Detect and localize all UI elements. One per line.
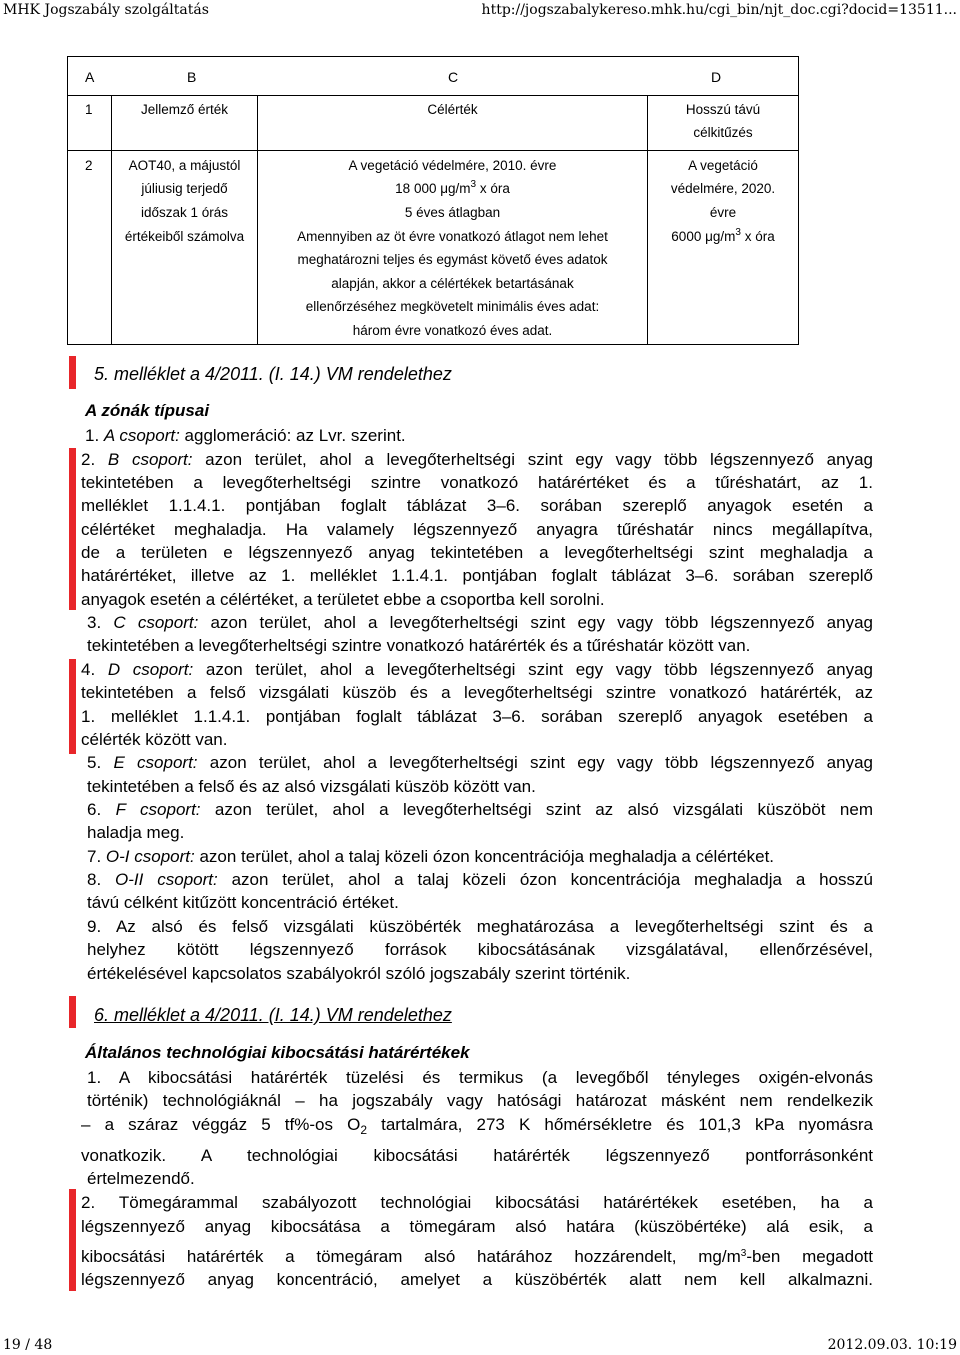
row2-col-c-8: három évre vonatkozó éves adat. xyxy=(352,323,553,338)
row2-col-d-4: 6000 $\mu g/m^3$ x óra xyxy=(671,227,775,244)
row2-col-b-4: értékeiből számolva xyxy=(124,229,245,244)
table-col-b: B xyxy=(187,69,197,85)
change-bar xyxy=(69,1189,76,1291)
header-url: http://jogszabalykereso.mhk.hu/cgi_bin/njt_doc.cgi?docid=13511... xyxy=(481,2,957,18)
row1-col-d-1: Hosszú távú xyxy=(685,102,761,117)
row1-col-c: Célérték xyxy=(427,102,478,117)
paragraph-2-line: légszennyező anyag kibocsátása a tömegáram alsó határa (küszöbértéke) alá esik, a xyxy=(81,1217,873,1236)
zone-b-line: anyagok esetén a célértéket, a területet ebbe a csoportba kell sorolni. xyxy=(81,590,605,609)
change-bar xyxy=(69,659,76,754)
annex-5-subtitle: A zónák típusai xyxy=(85,401,210,420)
row2-col-c-2: 18 000 $\mu g/m^3$ x óra xyxy=(395,179,510,196)
paragraph-1-line: 1. A kibocsátási határérték tüzelési és termikus (a levegőből tényleges oxigén-elvonás xyxy=(87,1068,873,1087)
row2-num: 2 xyxy=(85,158,93,173)
annex-6-subtitle: Általános technológiai kibocsátási határértékek xyxy=(85,1043,470,1062)
row2-col-c-3: 5 éves átlagban xyxy=(404,205,501,220)
zone-b-line: de a területen e légszennyező anyag tekintetében a levegőterheltségi szint meghaladja a xyxy=(81,543,873,562)
zone-o2-line: távú célként kitűzött koncentráció értéket. xyxy=(87,893,399,912)
target-value-table xyxy=(67,56,799,345)
table-col-a: A xyxy=(85,69,95,85)
zone-e-line: tekintetében a felső és az alsó vizsgálati küszöb között van. xyxy=(87,777,536,796)
paragraph-9-line: 9. Az alsó és felső vizsgálati küszöbérték meghatározása a levegőterheltségi szint és a xyxy=(87,917,873,936)
zone-f-line: 6. F csoport: azon terület, ahol a levegőterheltségi szint az alsó vizsgálati küszöböt nem xyxy=(87,800,873,819)
row2-col-c-1: A vegetáció védelmére, 2010. évre xyxy=(348,158,557,173)
row2-col-d-2: védelmére, 2020. xyxy=(670,181,776,196)
zone-b-line: tekintetében a levegőterheltségi szintre vonatkozó határértéket és a tűréshatárt, az 1. xyxy=(81,473,873,492)
paragraph-1-line: – a száraz véggáz 5 tf%-os $O_2$ tartalmára, 273 K hőmérsékletre és 101,3 kPa nyomásra xyxy=(81,1115,873,1137)
header-site-name: MHK Jogszabály szolgáltatás xyxy=(3,2,209,18)
row2-col-d-1: A vegetáció xyxy=(688,158,758,173)
zone-b-line: határértéket, illetve az 1. melléklet 1.1.4.1. pontjában foglalt táblázat 3–6. sorában szereplő xyxy=(81,566,873,585)
zone-b-line: 2. B csoport: azon terület, ahol a levegőterheltségi szint egy vagy több légszennyező anyag xyxy=(81,450,873,469)
change-bar xyxy=(69,448,76,610)
browser-print-header xyxy=(0,0,960,20)
paragraph-2-line: kibocsátási határérték a tömegáram alsó határához hozzárendelt, $mg/m^3$-ben megadott xyxy=(81,1247,873,1266)
annex-6-title: 6. melléklet a 4/2011. (I. 14.) VM rendelethez xyxy=(94,1005,452,1025)
paragraph-2-line: légszennyező anyag koncentráció, amelyet a küszöbérték alatt nem kell alkalmazni. xyxy=(81,1270,873,1289)
row1-col-b: Jellemző érték xyxy=(140,102,229,117)
zone-b-line: célértéket meghaladja. Ha valamely légszennyező anyagra tűréshatár nincs megállapítva, xyxy=(81,520,873,539)
paragraph-9-line: helyhez kötött légszennyező források kibocsátásának vizsgálatával, ellenőrzésével, xyxy=(87,940,873,959)
row2-col-b-3: időszak 1 órás xyxy=(140,205,229,220)
row2-col-c-6: alapján, akkor a célértékek betartásának xyxy=(331,276,574,291)
zone-o2-line: 8. O-II csoport: azon terület, ahol a talaj közeli ózon koncentrációja meghaladja a hosszú xyxy=(87,870,873,889)
browser-print-footer xyxy=(0,1335,960,1355)
zone-d-line: célérték között van. xyxy=(81,730,228,749)
print-timestamp: 2012.09.03. 10:19 xyxy=(827,1337,957,1353)
zone-f-line: haladja meg. xyxy=(87,823,185,842)
zone-d-line: tekintetében a felső vizsgálati küszöb és a levegőterheltségi szintre vonatkozó határérték, az xyxy=(81,683,873,702)
row1-num: 1 xyxy=(85,102,93,117)
row2-col-c-7: ellenőrzéséhez megkövetelt minimális éves adat: xyxy=(305,299,600,314)
paragraph-2-line: 2. Tömegárammal szabályozott technológiai kibocsátási határértékek esetében, ha a xyxy=(81,1193,873,1212)
table-col-c: C xyxy=(448,69,459,85)
zone-d-line: 1. melléklet 1.1.4.1. pontjában foglalt táblázat 3–6. sorában szereplő anyagok esetében a xyxy=(81,707,873,726)
zone-d-line: 4. D csoport: azon terület, ahol a levegőterheltségi szint egy vagy több légszennyező anyag xyxy=(81,660,873,679)
paragraph-1-line: történik) technológiáknál – ha jogszabály vagy hatósági határozat másként nem rendelkezik xyxy=(87,1091,873,1110)
change-bar xyxy=(69,996,76,1028)
row2-col-b-1: AOT40, a májustól xyxy=(128,158,241,173)
zone-e-line: 5. E csoport: azon terület, ahol a levegőterheltségi szint egy vagy több légszennyező anyag xyxy=(87,753,873,772)
zone-b-line: melléklet 1.1.4.1. pontjában foglalt táblázat 3–6. sorában szereplő anyagok esetén a xyxy=(81,496,873,515)
row1-col-d-2: célkitűzés xyxy=(693,125,753,140)
row2-col-b-2: júliusig terjedő xyxy=(141,181,228,196)
zone-o1-line: 7. O-I csoport: azon terület, ahol a talaj közeli ózon koncentrációja meghaladja a célértéket. xyxy=(87,847,775,866)
change-bar xyxy=(69,356,76,389)
table-col-d: D xyxy=(711,69,722,85)
row2-col-d-3: évre xyxy=(709,205,737,220)
row2-col-c-5: meghatározni teljes és egymást követő éves adatok xyxy=(297,252,608,267)
paragraph-9-line: értékelésével kapcsolatos szabályokról szóló jogszabály szerint történik. xyxy=(87,964,631,983)
zone-a: 1. A csoport: agglomeráció: az Lvr. szerint. xyxy=(85,426,406,445)
row2-col-c-4: Amennyiben az öt évre vonatkozó átlagot nem lehet xyxy=(297,229,608,244)
paragraph-1-line: értelmezendő. xyxy=(87,1169,195,1188)
zone-c-line: tekintetében a levegőterheltségi szintre vonatkozó határérték és a tűréshatár között van. xyxy=(87,636,751,655)
paragraph-1-line: vonatkozik. A technológiai kibocsátási határérték légszennyező pontforrásonként xyxy=(81,1146,873,1165)
zone-c-line: 3. C csoport: azon terület, ahol a levegőterheltségi szint egy vagy több légszennyező anyag xyxy=(87,613,873,632)
page-counter: 19 / 48 xyxy=(3,1337,53,1353)
annex-5-title: 5. melléklet a 4/2011. (I. 14.) VM rendelethez xyxy=(94,364,452,384)
